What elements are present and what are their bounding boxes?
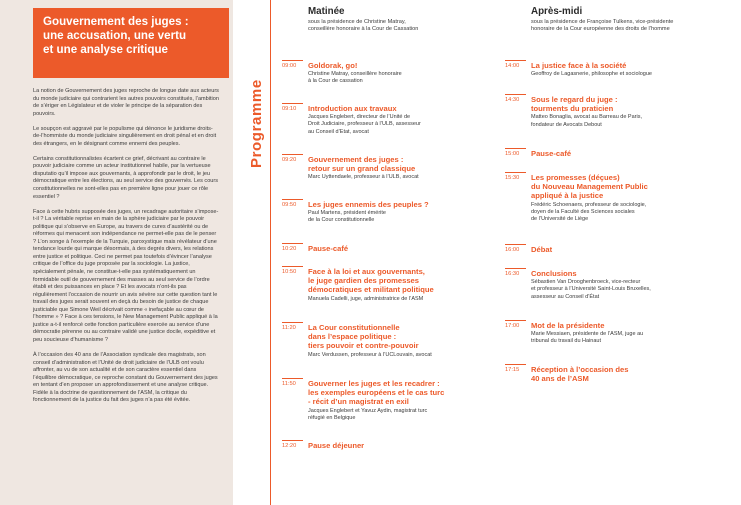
session-time: 16:30 xyxy=(505,271,520,277)
session-title-line: Conclusions xyxy=(531,269,577,278)
afternoon-chair-line: sous la présidence de Françoise Tulkens, vice-présidente xyxy=(531,19,674,25)
session-rule xyxy=(505,172,526,173)
session-speaker-line: Marc Verdussen, professeur à l’UCLouvain, avocat xyxy=(308,351,432,358)
session-title xyxy=(308,267,478,295)
session-rule xyxy=(282,60,303,61)
session-speaker-line: Christine Matray, conseillère honoraire xyxy=(308,71,402,78)
session-time: 17:15 xyxy=(505,367,520,373)
session-rule xyxy=(505,94,526,95)
session-title-line: La Cour constitutionnelle xyxy=(308,323,400,332)
session-title xyxy=(531,149,701,158)
session-rule xyxy=(282,199,303,200)
session-rule xyxy=(505,320,526,321)
morning-chair-line: conseillère honoraire à la Cour de Cassation xyxy=(308,26,419,33)
event-title-line: et une analyse critique xyxy=(43,43,169,56)
session-speaker xyxy=(531,331,701,345)
intro-paragraph: À l’occasion des 40 ans de l’Association syndicale des magistrats, son conseil d’administration et l’Unité de droit judiciaire de l’ULB ont voulu affronter, au vu de son actualité et de son caractère essentiel dans l’équilibre démocratique, ce reproche constant du Gouvernement des juges en tentant d’en proposer un approfondissement et une analyse critique. Fidèle à la doctrine de questionnement de l’ASM, la critique du fonctionnement de la justice du fait des juges n’a pas été évitée. xyxy=(33,351,218,404)
session-speaker xyxy=(531,114,701,128)
session-title-line: tiers pouvoir et contre-pouvoir xyxy=(308,341,419,351)
session-title-line: Goldorak, go! xyxy=(308,61,358,70)
session-body xyxy=(308,61,478,86)
session-title xyxy=(531,365,701,383)
session-title-line: les exemples européens et le cas turc xyxy=(308,388,445,398)
session-speaker-line: Manuela Cadelli, juge, administratrice de l’ASM xyxy=(308,295,424,302)
session-title-line: Pause-café xyxy=(531,149,572,158)
session-speaker-line: Droit Judiciaire, professeur à l’ULB, assesseur xyxy=(308,121,421,128)
session-title-line: La justice face à la société xyxy=(531,61,627,70)
session-title-line: Les juges ennemis des peuples ? xyxy=(308,200,429,209)
intro-paragraph: La notion de Gouvernement des juges reproche de longue date aux acteurs du monde judiciaire qui contrarient les autres pouvoirs constitués, l’ambition de s’ériger en Législateur et de violer le principe de la séparation des pouvoirs. xyxy=(33,88,219,117)
session-title-line: tourments du praticien xyxy=(531,104,614,114)
session-speaker-line: fondateur de Avocats Debout xyxy=(531,121,602,128)
left-panel xyxy=(0,0,233,505)
session-speaker xyxy=(531,279,701,301)
session-title-line: Les promesses (déçues) xyxy=(531,173,620,182)
session-speaker-line: de l’Université de Liège xyxy=(531,216,589,223)
session-title-line: Gouvernement des juges : xyxy=(308,155,404,164)
session-speaker-line: tribunal du travail du Hainaut xyxy=(531,338,602,345)
session-speaker xyxy=(308,210,478,224)
session-speaker-line: réfugié en Belgique xyxy=(308,414,356,421)
session-speaker-line: Matteo Bonaglia, avocat au Barreau de Paris, xyxy=(531,114,642,121)
session-title-line: Sous le regard du juge : xyxy=(531,95,618,104)
session-rule xyxy=(282,266,303,267)
session-speaker-line: doyen de la Faculté des Sciences sociales xyxy=(531,208,635,215)
session-title-line: 40 ans de l’ASM xyxy=(531,374,589,384)
session-body xyxy=(308,155,478,182)
session-body xyxy=(308,244,478,253)
session-time: 12:20 xyxy=(282,443,297,449)
session-rule xyxy=(505,364,526,365)
session-title-line: démocratiques et militant politique xyxy=(308,285,434,295)
session-rule xyxy=(282,154,303,155)
intro-paragraph: Le soupçon est aggravé par le populisme qui dénonce le juridisme droits-de-l’hommiste du monde judiciaire singulièrement en droit pénal et en droit des étrangers, en le désignant comme ennemi des peuples. xyxy=(33,125,217,147)
session-time: 11:20 xyxy=(282,325,296,331)
session-rule xyxy=(282,322,303,323)
session-rule xyxy=(282,243,303,244)
session-title-line: Mot de la présidente xyxy=(531,321,605,330)
session-speaker xyxy=(531,202,701,224)
session-title-line: Débat xyxy=(531,245,553,254)
session-time: 17:00 xyxy=(505,323,520,329)
session-speaker xyxy=(308,71,478,85)
session-time: 14:00 xyxy=(505,63,520,69)
session-speaker xyxy=(531,71,701,78)
session-title-line: appliqué à la justice xyxy=(531,191,604,201)
session-title xyxy=(308,323,478,351)
session-time: 15:30 xyxy=(505,175,520,181)
session-body xyxy=(308,323,478,359)
session-title xyxy=(531,61,701,70)
session-title-line: Réception à l’occasion des xyxy=(531,365,629,374)
session-body xyxy=(531,321,701,346)
session-title xyxy=(308,244,478,253)
afternoon-chair xyxy=(531,19,673,34)
session-speaker-line: Marc Uyttendaele, professeur à l’ULB, avocat xyxy=(308,174,419,181)
session-speaker-line: Geoffroy de Lagasnerie, philosophe et sociologue xyxy=(531,71,652,78)
session-speaker-line: Marie Messiaen, présidente de l’ASM, juge au xyxy=(531,331,644,338)
session-rule xyxy=(282,440,303,441)
session-title-line: du Nouveau Management Public xyxy=(531,182,648,192)
session-title-line: Gouverner les juges et les recadrer : xyxy=(308,379,440,388)
session-body xyxy=(531,149,701,158)
session-body xyxy=(531,173,701,223)
session-speaker-line: et professeur à l’Université Saint-Louis Bruxelles, xyxy=(531,286,651,293)
session-time: 14:30 xyxy=(505,97,520,103)
session-speaker-line: Frédéric Schoenaers, professeur de sociologie, xyxy=(531,201,647,208)
intro-paragraph: Face à cette hubris supposée des juges, un recadrage autoritaire s’impose-t-il ? La véritable reprise en main de la sphère judiciaire par le pouvoir politique qui s’observe en Europe, au travers de cures d’austérité ou de réformes qui menacent son indépendance ne permet-elle pas de le penser ? L’on songe à l’exemple de la Turquie, paroxystique mais révélateur d’une tendance lourde qui marque désormais, à des degrés divers, les relations entre justice et politique. Ceci ne permet pas toutefois d’évincer l’analyse critique de l’office du juge proposée par la sociologie. La justice, spécialement pénale, ne constitue-t-elle pas systématiquement un formidable outil de gouvernement des masses au seul service de l’ordre établi et des puissances en place ? Et les avocats n’ont-ils pas régulièrement l’occasion de nourrir un avis sévère sur cette question tant le travail des juges serait souvent en deçà du besoin de justice de chaque justiciable que Simone Weil décrivait comme « inefaçable au cœur de l’homme » ? Face à ces tensions, le New Management Public appliqué à la justice a-t-il renforcé cette fonction particulière exercée au service d’une démocratie pérenne ou au contraire validé une justice docile, expéditive et peu soucieuse d’humanisme ? xyxy=(33,208,219,343)
session-title-line: Face à la loi et aux gouvernants, xyxy=(308,267,425,276)
session-time: 15:00 xyxy=(505,151,520,157)
session-speaker-line: Sébastien Van Drooghenbroeck, vice-recteur xyxy=(531,279,641,286)
session-title-line: le juge gardien des promesses xyxy=(308,276,419,286)
session-time: 10:20 xyxy=(282,246,297,252)
session-rule xyxy=(282,378,303,379)
session-body xyxy=(531,269,701,301)
session-speaker xyxy=(308,408,478,422)
spine-divider xyxy=(270,0,271,505)
session-title xyxy=(531,95,701,113)
session-title xyxy=(308,379,478,407)
intro-paragraph: Certains constitutionnalistes écartent ce grief, décrivant au contraire le pouvoir judiciaire comme un acteur institutionnel habile, par la vertueuse disputatio qu’il impose aux gouvernants, à approfondir par le droit, le jeu démocratique entre les élections, au seul service des gouvernés. Les cours constitutionnelles ne sont-elles pas en première ligne pour jouer ce rôle essentiel ? xyxy=(33,155,218,200)
session-title-line: Introduction aux travaux xyxy=(308,104,397,113)
session-title-line: Pause déjeuner xyxy=(308,441,365,450)
session-speaker xyxy=(308,296,478,303)
session-body xyxy=(308,379,478,422)
session-time: 16:00 xyxy=(505,247,520,253)
session-rule xyxy=(505,60,526,61)
session-speaker xyxy=(308,174,478,181)
session-rule xyxy=(505,148,526,149)
programme-label: Programme xyxy=(248,79,265,168)
session-title xyxy=(308,104,478,113)
afternoon-chair-line: honoraire de la Cour européenne des droits de l’homme xyxy=(531,26,670,33)
session-body xyxy=(531,95,701,129)
session-title xyxy=(308,200,478,209)
session-title-line: Pause-café xyxy=(308,244,349,253)
session-speaker-line: au Conseil d’Etat, avocat xyxy=(308,128,369,135)
session-speaker-line: à la Cour de cassation xyxy=(308,78,363,85)
morning-chair xyxy=(308,19,418,34)
event-title xyxy=(33,8,229,78)
session-speaker-line: Paul Martens, président émérite xyxy=(308,210,386,217)
session-title xyxy=(308,61,478,70)
session-time: 11:50 xyxy=(282,381,296,387)
session-speaker xyxy=(308,114,478,136)
afternoon-heading: Après-midi xyxy=(531,6,583,17)
session-time: 09:20 xyxy=(282,157,297,163)
session-time: 09:50 xyxy=(282,202,297,208)
session-time: 09:10 xyxy=(282,106,297,112)
event-title-line: Gouvernement des juges : xyxy=(43,15,189,28)
session-rule xyxy=(282,103,303,104)
session-body xyxy=(531,365,701,383)
session-title-line: retour sur un grand classique xyxy=(308,164,416,174)
session-rule xyxy=(505,244,526,245)
morning-chair-line: sous la présidence de Christine Matray, xyxy=(308,19,406,25)
session-time: 09:00 xyxy=(282,63,297,69)
session-speaker-line: de la Cour constitutionnelle xyxy=(308,217,375,224)
morning-heading: Matinée xyxy=(308,6,345,17)
session-speaker-line: Jacques Englebert et Yavuz Aydin, magistrat turc xyxy=(308,407,428,414)
session-rule xyxy=(505,268,526,269)
session-body xyxy=(531,245,701,254)
session-body xyxy=(308,441,478,450)
intro-text xyxy=(33,88,219,412)
session-title-line: - récit d’un magistrat en exil xyxy=(308,397,409,407)
session-body xyxy=(308,267,478,303)
session-speaker-line: assesseur au Conseil d’État xyxy=(531,293,600,300)
session-title-line: dans l’espace politique : xyxy=(308,332,397,342)
session-title xyxy=(531,245,701,254)
session-title xyxy=(308,441,478,450)
session-title xyxy=(308,155,478,173)
session-speaker-line: Jacques Englebert, directeur de l’Unité de xyxy=(308,114,411,121)
session-title xyxy=(531,269,701,278)
session-body xyxy=(531,61,701,78)
session-body xyxy=(308,104,478,136)
session-speaker xyxy=(308,352,478,359)
event-title-line: une accusation, une vertu xyxy=(43,29,187,42)
session-time: 10:50 xyxy=(282,269,297,275)
session-body xyxy=(308,200,478,225)
session-title xyxy=(531,173,701,201)
session-title xyxy=(531,321,701,330)
